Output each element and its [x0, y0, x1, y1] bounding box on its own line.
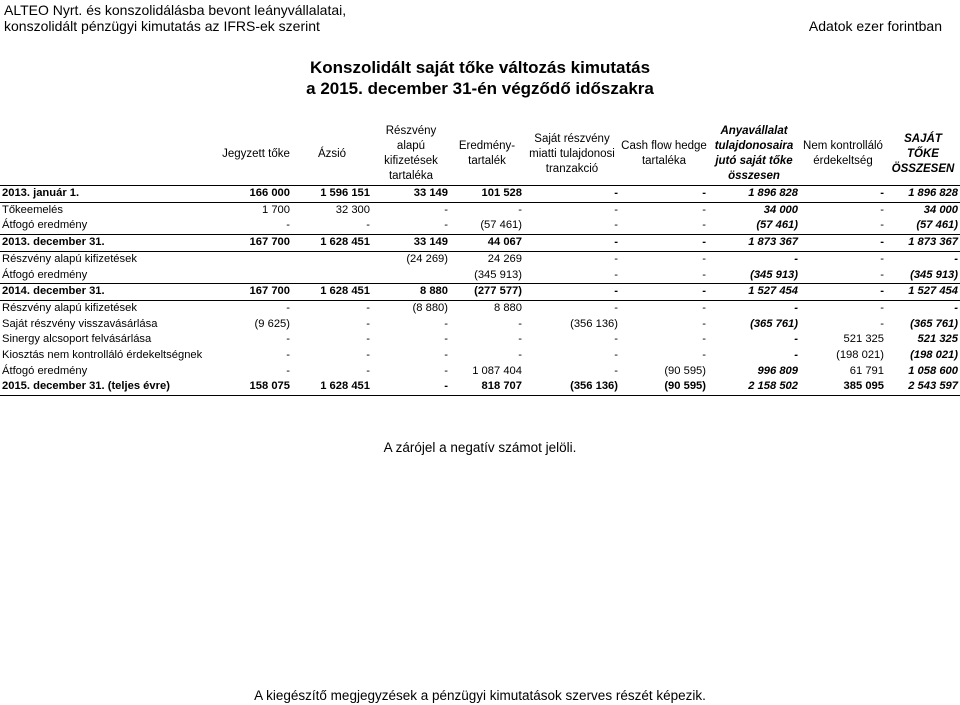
- table-cell: -: [366, 349, 370, 362]
- table-cell: -: [286, 301, 290, 314]
- table-cell: -: [366, 317, 370, 330]
- table-row: [0, 332, 960, 348]
- table-cell: -: [794, 252, 798, 265]
- table-cell: 1 700: [262, 203, 290, 216]
- row-label: Átfogó eredmény: [0, 218, 220, 234]
- table-cell: -: [518, 349, 522, 362]
- table-cell: -: [800, 186, 886, 203]
- table-cell: 1 896 828: [886, 186, 960, 203]
- table-cell: (356 136): [570, 317, 618, 330]
- table-cell: -: [614, 203, 618, 216]
- table-cell: -: [954, 252, 958, 265]
- table-cell: 1 087 404: [472, 364, 522, 377]
- table-cell: (277 577): [450, 284, 524, 301]
- col-header-total-equity: SAJÁT TŐKE ÖSSZESEN: [891, 132, 955, 175]
- table-cell: (345 913): [450, 268, 524, 284]
- table-cell: -: [614, 349, 618, 362]
- table-cell: 996 809: [757, 364, 798, 377]
- table-row: [0, 202, 960, 218]
- company-header: [4, 2, 346, 34]
- table-row: [0, 379, 960, 395]
- table-cell: -: [444, 317, 448, 330]
- table-cell: [292, 268, 372, 284]
- table-cell: -: [524, 218, 620, 234]
- table-cell: -: [880, 203, 884, 216]
- col-header-retained-earnings: Eredmény-tartalék: [458, 140, 516, 167]
- table-row: [0, 284, 960, 301]
- table-cell: 2 158 502: [708, 379, 800, 395]
- table-cell: 167 700: [220, 284, 292, 301]
- table-cell: 385 095: [800, 379, 886, 395]
- table-cell: 61 791: [849, 364, 884, 377]
- unit-label: Adatok ezer forintban: [808, 18, 942, 34]
- table-cell: 34 000: [923, 203, 958, 216]
- report-period: a 2015. december 31-én végződő időszakra: [306, 79, 654, 98]
- table-cell: 1 058 600: [908, 364, 958, 377]
- table-cell: 521 325: [843, 333, 884, 346]
- col-header-cash-flow-hedge: Cash flow hedge tartaléka: [621, 140, 707, 167]
- table-cell: -: [614, 333, 618, 346]
- table-cell: (24 269): [406, 252, 448, 265]
- table-cell: (57 461): [708, 218, 800, 234]
- table-cell: -: [366, 333, 370, 346]
- table-cell: [220, 268, 292, 284]
- table-cell: -: [880, 301, 884, 314]
- table-row: [0, 317, 960, 333]
- table-cell: -: [880, 317, 884, 330]
- table-cell: 8 880: [494, 301, 522, 314]
- table-cell: -: [366, 301, 370, 314]
- table-cell: -: [620, 268, 708, 284]
- col-header-treasury-shares: Saját részvény miatti tulajdonosi tranzakció: [529, 132, 615, 175]
- table-cell: -: [524, 268, 620, 284]
- table-cell: -: [444, 364, 448, 377]
- row-label: Átfogó eredmény: [0, 268, 220, 284]
- table-cell: (365 761): [910, 317, 958, 330]
- table-cell: 44 067: [450, 235, 524, 252]
- table-cell: (345 913): [708, 268, 800, 284]
- table-cell: 1 628 451: [292, 379, 372, 395]
- row-label: 2015. december 31. (teljes évre): [0, 379, 220, 395]
- table-cell: -: [800, 284, 886, 301]
- table-header-row: [0, 123, 960, 186]
- table-cell: -: [372, 379, 450, 395]
- table-cell: -: [292, 218, 372, 234]
- table-cell: (198 021): [910, 349, 958, 362]
- table-cell: -: [620, 284, 708, 301]
- col-header-share-capital: Jegyzett tőke: [222, 147, 290, 160]
- row-label: Sinergy alcsoport felvásárlása: [2, 333, 152, 346]
- table-cell: -: [366, 364, 370, 377]
- negative-number-note: A zárójel a negatív számot jelöli.: [383, 440, 577, 455]
- table-cell: 818 707: [450, 379, 524, 395]
- table-cell: -: [620, 218, 708, 234]
- row-label: Saját részvény visszavásárlása: [2, 317, 158, 330]
- col-header-share-based-reserve: Részvény alapú kifizetések tartaléka: [384, 125, 438, 182]
- col-header-label: [0, 123, 220, 186]
- table-cell: -: [518, 203, 522, 216]
- table-cell: -: [954, 301, 958, 314]
- table-cell: 8 880: [372, 284, 450, 301]
- col-header-share-premium: Ázsió: [317, 147, 347, 160]
- report-title: Konszolidált saját tőke változás kimutatás: [309, 58, 651, 77]
- table-cell: -: [800, 218, 886, 234]
- table-cell: -: [518, 317, 522, 330]
- row-label: 2013. január 1.: [0, 186, 220, 203]
- table-cell: -: [614, 301, 618, 314]
- table-row: [0, 348, 960, 364]
- table-cell: (57 461): [450, 218, 524, 234]
- table-cell: -: [702, 349, 706, 362]
- table-cell: -: [794, 333, 798, 346]
- table-cell: -: [702, 333, 706, 346]
- table-row: [0, 186, 960, 203]
- table-cell: (9 625): [254, 317, 290, 330]
- table-cell: -: [880, 252, 884, 265]
- table-cell: -: [702, 252, 706, 265]
- table-cell: [292, 251, 372, 267]
- table-body: [0, 186, 960, 396]
- table-cell: -: [286, 333, 290, 346]
- table-cell: -: [444, 203, 448, 216]
- table-cell: 1 628 451: [292, 284, 372, 301]
- table-cell: 1 873 367: [886, 235, 960, 252]
- table-cell: -: [524, 186, 620, 203]
- table-cell: [220, 251, 292, 267]
- table-cell: 1 896 828: [708, 186, 800, 203]
- table-cell: -: [794, 349, 798, 362]
- table-cell: -: [524, 284, 620, 301]
- table-cell: -: [444, 349, 448, 362]
- table-cell: 33 149: [372, 186, 450, 203]
- table-row: [0, 251, 960, 267]
- table-row: [0, 300, 960, 316]
- table-cell: 521 325: [917, 333, 958, 346]
- row-label: Átfogó eredmény: [2, 364, 88, 377]
- table-cell: 24 269: [487, 252, 522, 265]
- table-cell: 32 300: [335, 203, 370, 216]
- table-cell: [372, 268, 450, 284]
- table-cell: (8 880): [412, 301, 448, 314]
- col-header-non-controlling: Nem kontrolláló érdekeltség: [803, 140, 883, 167]
- table-cell: 158 075: [220, 379, 292, 395]
- table-cell: (345 913): [886, 268, 960, 284]
- table-cell: -: [702, 203, 706, 216]
- table-cell: -: [286, 364, 290, 377]
- table-cell: 1 596 151: [292, 186, 372, 203]
- table-cell: -: [620, 235, 708, 252]
- equity-change-table: [0, 123, 960, 396]
- table-cell: 1 628 451: [292, 235, 372, 252]
- table-cell: 1 527 454: [886, 284, 960, 301]
- table-cell: -: [794, 301, 798, 314]
- table-cell: -: [524, 235, 620, 252]
- table-cell: (57 461): [886, 218, 960, 234]
- table-cell: (365 761): [750, 317, 798, 330]
- table-cell: (198 021): [836, 349, 884, 362]
- table-cell: (90 595): [664, 364, 706, 377]
- table-cell: -: [372, 218, 450, 234]
- row-label: 2014. december 31.: [0, 284, 220, 301]
- table-row: [0, 364, 960, 380]
- row-label: Tőkeemelés: [2, 203, 63, 216]
- table-cell: -: [800, 235, 886, 252]
- table-cell: -: [702, 301, 706, 314]
- row-label: Részvény alapú kifizetések: [2, 301, 137, 314]
- table-cell: -: [702, 317, 706, 330]
- table-cell: 101 528: [450, 186, 524, 203]
- row-label: 2013. december 31.: [0, 235, 220, 252]
- table-row: [0, 218, 960, 234]
- table-cell: 1 527 454: [708, 284, 800, 301]
- row-label: Részvény alapú kifizetések: [2, 252, 137, 265]
- table-cell: -: [286, 349, 290, 362]
- table-cell: -: [614, 364, 618, 377]
- table-cell: -: [620, 186, 708, 203]
- table-cell: 2 543 597: [886, 379, 960, 395]
- company-line-2: konszolidált pénzügyi kimutatás az IFRS-ek szerint: [4, 18, 320, 34]
- col-header-parent-equity: Anyavállalat tulajdonosaira jutó saját tőke összesen: [714, 125, 794, 182]
- table-row: [0, 235, 960, 252]
- table-cell: -: [614, 252, 618, 265]
- table-cell: -: [444, 333, 448, 346]
- company-line-1: ALTEO Nyrt. és konszolidálásba bevont leányvállalatai,: [4, 2, 347, 18]
- footer-note: A kiegészítő megjegyzések a pénzügyi kimutatások szerves részét képezik.: [254, 688, 706, 703]
- table-cell: 34 000: [763, 203, 798, 216]
- table-cell: (90 595): [620, 379, 708, 395]
- row-label: Kiosztás nem kontrolláló érdekeltségnek: [2, 349, 203, 362]
- table-cell: -: [518, 333, 522, 346]
- table-cell: 167 700: [220, 235, 292, 252]
- table-cell: -: [800, 268, 886, 284]
- table-cell: -: [220, 218, 292, 234]
- table-cell: 1 873 367: [708, 235, 800, 252]
- table-row: [0, 268, 960, 284]
- table-cell: 166 000: [220, 186, 292, 203]
- table-cell: 33 149: [372, 235, 450, 252]
- table-cell: (356 136): [524, 379, 620, 395]
